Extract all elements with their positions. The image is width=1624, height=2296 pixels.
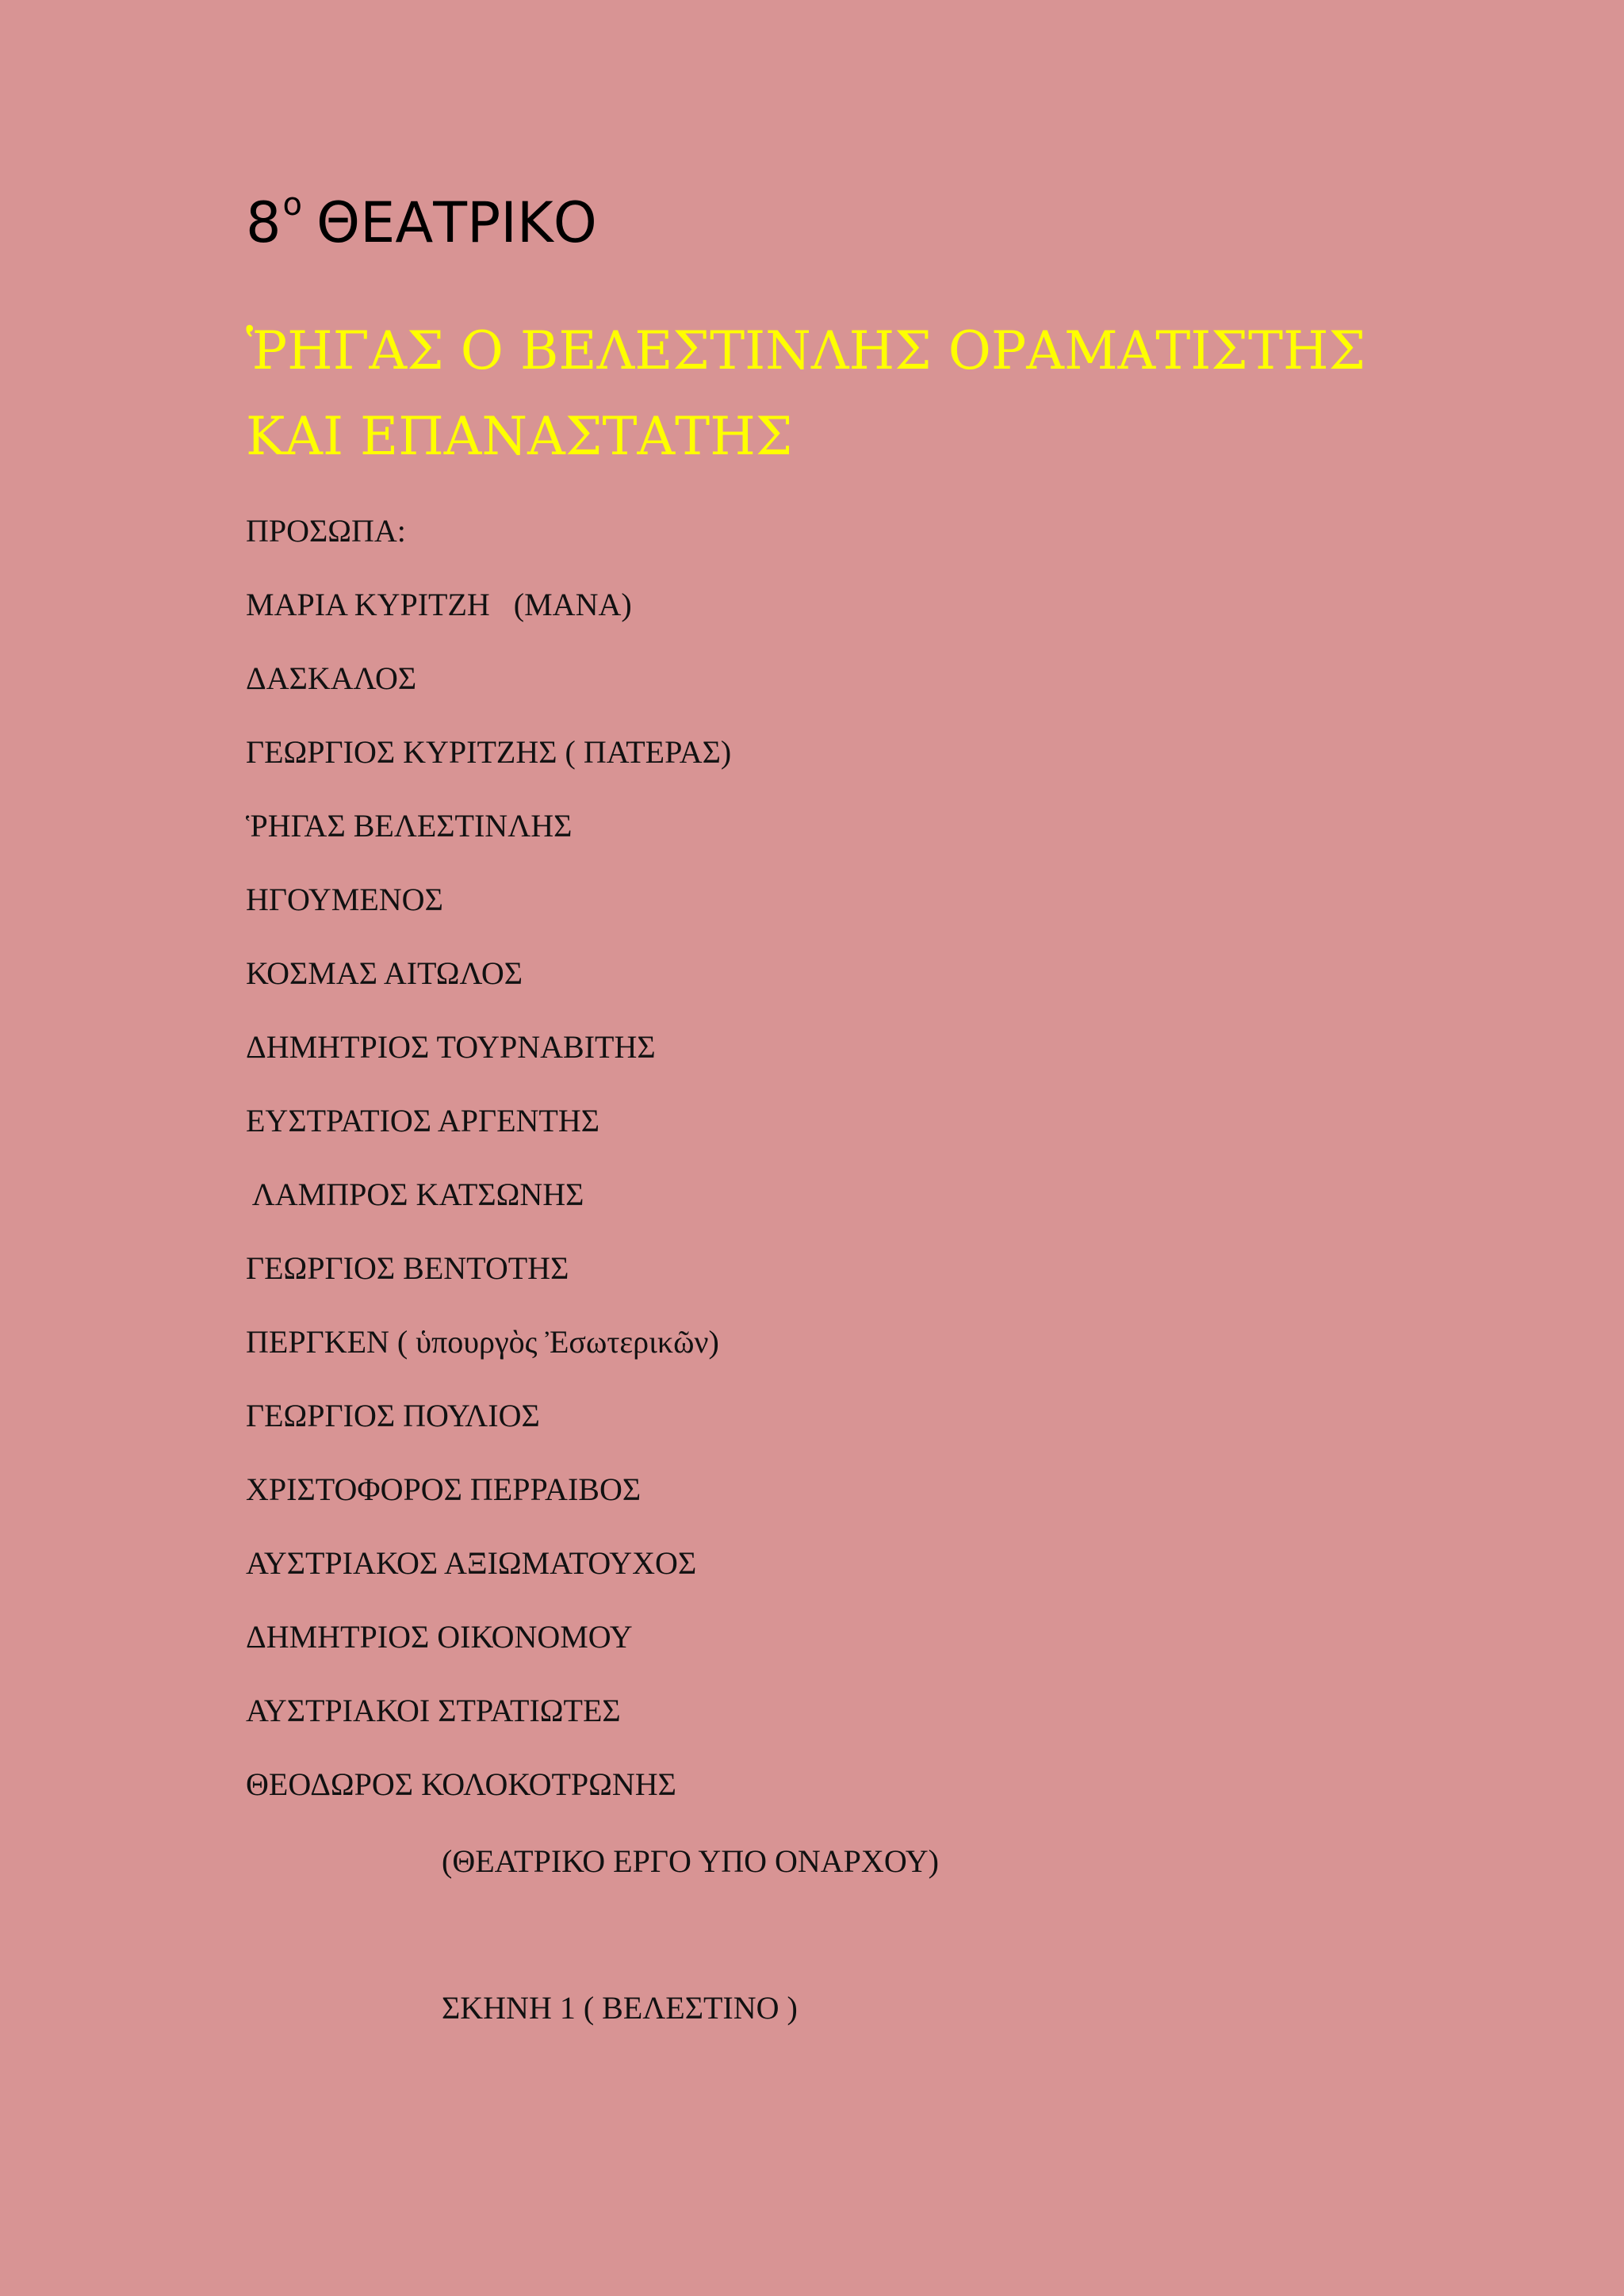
character-item: ΠΕΡΓΚΕΝ ( ὑπουργὸς Ἐσωτερικῶν) [246,1324,719,1360]
heading-text: ΘΕΑΤΡΙΚΟ [316,190,597,255]
character-item: ΗΓΟΥΜΕΝΟΣ [246,882,443,917]
heading-number: 8 [246,190,282,255]
character-item: ΧΡΙΣΤΟΦΟΡΟΣ ΠΕΡΡΑΙΒΟΣ [246,1471,642,1507]
character-item: ΓΕΩΡΓΙΟΣ ΒΕΝΤΟΤΗΣ [246,1250,569,1286]
character-item: ΜΑΡΙΑ ΚΥΡΙΤΖΗ (ΜΑΝΑ) [246,587,632,622]
scene-heading: ΣΚΗΝΗ 1 ( ΒΕΛΕΣΤΙΝΟ ) [442,1990,798,2026]
characters-label: ΠΡΟΣΩΠΑ: [246,513,406,549]
character-item: ΛΑΜΠΡΟΣ ΚΑΤΣΩΝΗΣ [246,1177,584,1212]
character-item: ΑΥΣΤΡΙΑΚΟΙ ΣΤΡΑΤΙΩΤΕΣ [246,1693,621,1728]
characters-list [246,515,731,1843]
character-item: ΓΕΩΡΓΙΟΣ ΚΥΡΙΤΖΗΣ ( ΠΑΤΕΡΑΣ) [246,734,732,770]
character-item: ΔΑΣΚΑΛΟΣ [246,660,417,696]
character-item: ΕΥΣΤΡΑΤΙΟΣ ΑΡΓΕΝΤΗΣ [246,1103,600,1138]
character-item: ΑΥΣΤΡΙΑΚΟΣ ΑΞΙΩΜΑΤΟΥΧΟΣ [246,1545,697,1581]
play-title-line-2: ΚΑΙ ΕΠΑΝΑΣΤΑΤΗΣ [246,406,793,467]
character-item: ΓΕΩΡΓΙΟΣ ΠΟΥΛΙΟΣ [246,1398,540,1433]
play-title-line-1: ῬΗΓΑΣ Ο ΒΕΛΕΣΤΙΝΛΗΣ ΟΡΑΜΑΤΙΣΤΗΣ [246,320,1366,381]
play-subtitle: (ΘΕΑΤΡΙΚΟ ΕΡΓΟ ΥΠΟ ΟΝΑΡΧΟΥ) [442,1843,939,1879]
character-item: ΘΕΟΔΩΡΟΣ ΚΟΛΟΚΟΤΡΩΝΗΣ [246,1766,676,1802]
character-item: ΚΟΣΜΑΣ ΑΙΤΩΛΟΣ [246,955,523,991]
heading-ordinal-superscript: ο [282,186,303,223]
character-item: ῬΗΓΑΣ ΒΕΛΕΣΤΙΝΛΗΣ [246,808,573,844]
character-item: ΔΗΜΗΤΡΙΟΣ ΟΙΚΟΝΟΜΟΥ [246,1619,633,1655]
play-number-heading [246,186,597,255]
character-item: ΔΗΜΗΤΡΙΟΣ ΤΟΥΡΝΑΒΙΤΗΣ [246,1029,656,1065]
